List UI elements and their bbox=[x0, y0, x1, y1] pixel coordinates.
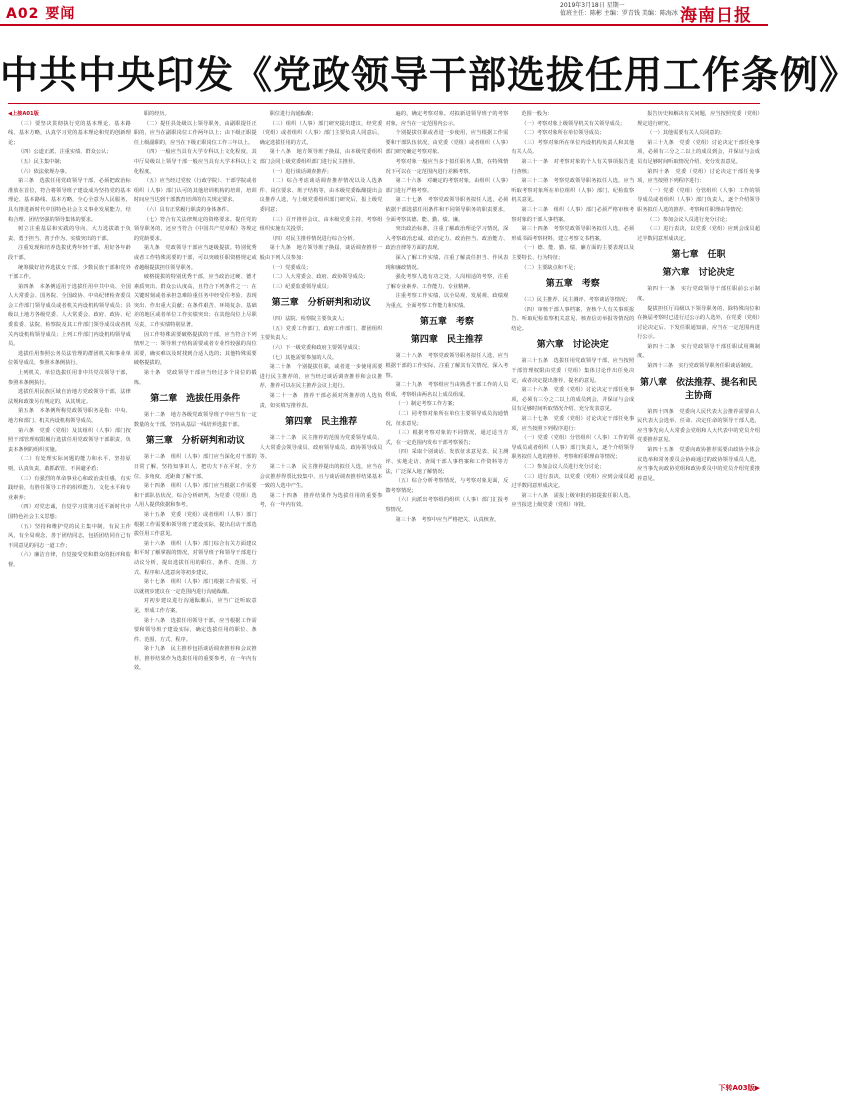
paragraph: 第十八条 地方领导班子换届，由本级党委组织部门会同上级党委组织部门进行民主推荐。 bbox=[259, 149, 383, 165]
paragraph: （四）采取个别谈话、发放征求意见表、民主测评、实地走访、查阅干部人事档案和工作资料等方法，广泛深入地了解情况； bbox=[385, 449, 509, 475]
paragraph: （二）有处理实际问题的能力和水平，坚持原则，认真负责，敢抓敢管，不回避矛盾； bbox=[8, 456, 131, 472]
paragraph: 第三十二条 考察党政领导职务拟任人选，应当听取考察对象所在单位组织（人事）部门、纪检监察机关意见。 bbox=[511, 178, 635, 204]
page-number: A02 bbox=[6, 6, 40, 22]
paragraph: 第三十九条 党委（党组）讨论决定干部任免事项，必须有三分之二以上的成员到会，并保证与会成员有足够时间听取情况介绍、充分发表意见。 bbox=[637, 139, 760, 165]
header-meta bbox=[560, 2, 678, 18]
paragraph: 第十三条 组织（人事）部门应当深化对干部的日常了解，坚持知事识人，把功夫下在平时，全方位、多角度、近距离了解干部。 bbox=[133, 454, 257, 480]
article-body bbox=[8, 110, 760, 1080]
paragraph: 第三十六条 党委（党组）讨论决定干部任免事项，必须有三分之二以上的成员到会，并保证与会成员有足够时间听取情况介绍、充分发表意见。 bbox=[511, 387, 635, 413]
paragraph: 上列机关、单位选拔任用非中共党员领导干部，参照本条例执行。 bbox=[8, 370, 131, 386]
paragraph: 第三十八条 需报上级审批的拟提拔任职人选，应当报送上级党委（党组）审批。 bbox=[511, 492, 635, 509]
paragraph: 第十九条 民主推荐包括谈话调查推荐和会议推荐，推荐结果作为选拔任用的重要参考，在一年内有效。 bbox=[133, 646, 257, 672]
paragraph: 深入了解工作实绩，注重了解责任担当、作风表现和廉政情况。 bbox=[385, 254, 509, 271]
paragraph: 第二十四条 推荐结果作为选拔任用的重要参考，在一年内有效。 bbox=[259, 492, 383, 509]
paragraph: 因工作特殊需要破格提拔的干部，应当符合下列情形之一：领导班子结构需要或者专业性较强的岗位需要，确实难以及时找到合适人选的；其他特殊需要破格提拔的。 bbox=[133, 331, 257, 367]
paragraph: 第十五条 党委（党组）或者组织（人事）部门根据工作需要和领导班子建设实际，提出启动干部选拔任用工作意见。 bbox=[133, 511, 257, 538]
paragraph: 第二十九条 考察组应当由熟悉干部工作的人员组成，考察组由两名以上成员组成。 bbox=[385, 382, 509, 398]
paragraph: （四）对党忠诚，自觉学习贯彻习近平新时代中国特色社会主义思想； bbox=[8, 504, 131, 520]
paragraph: 第十四条 组织（人事）部门应当根据工作需要和干部队伍状况，综合分析研判，为党委（党组）选人用人提供依据和参考。 bbox=[133, 483, 257, 509]
paragraph: 选拔任用民族区域自治地方党政领导干部，法律法规和政策另有规定的，从其规定。 bbox=[8, 389, 131, 405]
paragraph: 第十八条 选拔任用领导干部，应当根据工作需要和领导班子建设实际，确定选拔任用的职位、条件、范围、方式、程序。 bbox=[133, 617, 257, 643]
paragraph: 注重考察工作实绩，以全局观、发展观、政绩观为重点，全面考察工作能力和实绩。 bbox=[385, 293, 509, 309]
paragraph: （六）具有正常履行职责的身体条件。 bbox=[143, 206, 233, 213]
paragraph: （二）人大常委会、政府、政协领导成员； bbox=[269, 274, 369, 281]
paragraph: 突出政治标准，注重了解政治理论学习情况，深入考察政治忠诚、政治定力、政治担当、政治能力、政治自律等方面的表现。 bbox=[385, 226, 509, 252]
paragraph: 第四十二条 实行党政领导干部任职试用期制度。 bbox=[637, 343, 760, 360]
paragraph: （六）依法依规办事。 bbox=[18, 168, 70, 175]
paragraph: （二）提任县处级以上领导职务，由副职提任正职的，应当在副职岗位工作两年以上；由下级正职提任上级副职的，应当在下级正职岗位工作三年以上。 bbox=[133, 120, 257, 146]
paragraph: （一）考察对象上级领导机关有关领导成员； bbox=[521, 120, 626, 127]
chapter-heading: 第六章 讨论决定 bbox=[536, 340, 609, 351]
paragraph: 第三十一条 对考察对象的个人有关事项报告进行查核； bbox=[511, 158, 635, 175]
chapter-heading: 第三章 分析研判和动议 bbox=[271, 298, 371, 309]
paragraph: （六）廉洁自律，自觉接受党和群众的批评和监督。 bbox=[8, 552, 131, 568]
paragraph: （四）公道正派、注重实绩、群众公认； bbox=[18, 149, 112, 156]
paragraph: 强化考察人选有功之处、人岗相适的考察，注重了解专业素养、工作能力、专业精神。 bbox=[385, 274, 509, 290]
paragraph: （一）党委（党组）分管组织（人事）工作的领导成员或者组织（人事）部门负责人，逐个介绍领导职务拟任人选的推荐、考察和任职理由等情况； bbox=[637, 187, 760, 213]
paragraph: （四）审核干部人事档案、查核个人有关事项报告、听取纪检监察机关意见、核查信访举报等情况的结论。 bbox=[511, 306, 635, 332]
paragraph: （四）法院、检察院主要负责人； bbox=[269, 316, 348, 323]
paragraph: （一）进行谈话调查推荐； bbox=[269, 168, 332, 175]
paragraph: （六）向派出考察组的组织（人事）部门汇报考察情况。 bbox=[385, 497, 509, 513]
chapter-heading: 第四章 民主推荐 bbox=[285, 417, 358, 428]
paragraph: 第二十六条 对确定的考察对象，由组织（人事）部门进行严格考察。 bbox=[385, 178, 509, 194]
paragraph: （三）召开推荐会议，由本级党委主持，考察组组织实施有关投票； bbox=[259, 216, 383, 233]
paragraph: 对初步建议进行沟通酝酿后，应当广泛听取意见，形成工作方案。 bbox=[133, 598, 257, 614]
paragraph: （二）考察对象所在单位领导成员； bbox=[521, 130, 605, 137]
column-3 bbox=[260, 110, 383, 1080]
paragraph: （二）主要缺点和不足； bbox=[521, 264, 579, 271]
paragraph: 第三十五条 选拔任用党政领导干部，应当按照干部管理权限由党委（党组）集体讨论作出任免决定，或者决定提出推荐、提名的意见。 bbox=[511, 358, 635, 384]
paragraph: 第四十五条 党委向政协推荐需要由政协全体会议选举和常务委员会协商通过的政协领导成员人选，应当事先向政协党组和政协委员中的党员介绍党委推荐意见。 bbox=[637, 447, 760, 482]
headline: 中共中央印发《党政领导干部选拔任用工作条例》 bbox=[0, 52, 858, 97]
paragraph: （一）德、能、勤、绩、廉方面的主要表现以及主要特长、行为特征； bbox=[511, 245, 635, 261]
paragraph: 范围一般为： bbox=[521, 111, 553, 117]
paragraph: （五）党委工作部门、政府工作部门、群团组织主要负责人； bbox=[259, 325, 383, 342]
paragraph: 第四十四条 党委向人民代表大会推荐需要由人民代表大会选举、任命、决定任命的领导干部人选，应当事先向人大常委会党组和人大代表中的党员介绍党委推荐意见。 bbox=[637, 408, 760, 444]
paragraph: （三）进行表决，以党委（党组）应到会成员超过半数同意形成决定。 bbox=[637, 226, 760, 242]
paragraph: 第二十一条 推荐干部必须对所推荐的人选负责，如实填写推荐表。 bbox=[259, 393, 383, 409]
date-line: 2019年3月18日 星期一 bbox=[560, 2, 625, 9]
paragraph: （七）其他需要参加的人员。 bbox=[269, 354, 338, 361]
paragraph: 第二十三条 民主推荐提出的拟任人选，应当在会议推荐得票比较集中、且与谈话调查推荐结果基本一致的人选中产生。 bbox=[259, 464, 383, 490]
paragraph: 第四十一条 实行党政领导干部任职前公示制度。 bbox=[637, 286, 760, 302]
paragraph: 第六条 党委（党组）及其组织（人事）部门按照干部管理权限履行选拔任用党政领导干部职责，负责本条例的组织实施。 bbox=[8, 427, 131, 453]
continued-to: 下转A03版▶ bbox=[718, 1084, 760, 1092]
paragraph: 报告历史和解决有关问题，应当按照党委（党组）规定进行研究。 bbox=[637, 111, 760, 127]
paragraph: 第二十二条 民主推荐的范围为党委领导成员、人大常委会领导成员、政府领导成员、政协领导成员等。 bbox=[259, 435, 383, 461]
paragraph: （三）进行表决，以党委（党组）应到会成员超过半数同意形成决定。 bbox=[511, 473, 635, 490]
paragraph: 注重发现和培养选拔优秀年轻干部，用好各年龄段干部。 bbox=[8, 245, 131, 261]
paragraph: （一）党委成员； bbox=[269, 264, 312, 271]
column-2 bbox=[134, 110, 257, 1080]
paragraph: （二）综合考虑谈话调查推荐情况以及人选条件、岗位要求、班子结构等，由本级党委酝酿提出会议推荐人选，与上级党委组织部门研究后，报上级党委同意； bbox=[259, 178, 383, 213]
paragraph: （二）参加会议人员进行充分讨论； bbox=[521, 464, 605, 470]
paragraph: 遍的，确定考察对象。对拟新进领导班子的考察对象，应当在一定范围内公示。 bbox=[385, 111, 509, 127]
paragraph: 第三条 选拔任用党政领导干部，必须把政治标准放在首位，符合将领导班子建设成为坚持党的基本理论、基本路线、基本方略，全心全意为人民服务，具有推进新时代中国特色社会主义事业发展能力，结构合理、团结坚强的领导集体的要求。 bbox=[8, 178, 131, 223]
column-1 bbox=[8, 110, 131, 1080]
paragraph: （一）制定考察工作方案； bbox=[395, 401, 458, 408]
paragraph: 破格提拔的特别优秀干部，应当政治过硬、德才素质突出、群众公认度高，且符合下列条件之一：在关键时刻或者承担急难险重任务中经受住考验、表现突出、作出重大贡献；在条件艰苦、环境复杂、基础差的地区或者单位工作实绩突出；在其他岗位上尽职尽责，工作实绩特别显著。 bbox=[133, 274, 257, 329]
paragraph: 第十条 党政领导干部应当经过多个岗位的锻炼。 bbox=[133, 370, 257, 386]
paragraph: 第五条 本条例所称党政领导职务是指：中央、地方和部门、机关内设机构领导成员。 bbox=[8, 408, 131, 424]
paragraph: 第二十七条 考察党政领导职务拟任人选，必须依据干部选拔任用条件和不同领导职务的职责要求，全面考察其德、能、勤、绩、廉。 bbox=[385, 197, 509, 223]
paragraph: （三）民主推荐、民主测评、考察谈话等情况； bbox=[521, 297, 631, 304]
paragraph: （四）对民主推荐情况进行综合分析。 bbox=[269, 235, 358, 242]
paragraph: 职的经历。 bbox=[143, 111, 170, 117]
paragraph: （五）应当经过党校（行政学院）、干部学院或者组织（人事）部门认可的其他培训机构的培训，培训时间应当达到干部教育培训的有关规定要求。 bbox=[133, 178, 257, 204]
paragraph: （二）同考察对象所在单位主要领导成员沟通情况，征求意见； bbox=[385, 411, 509, 427]
paragraph: （三）有强烈的革命事业心和政治责任感，有实践经验，有胜任领导工作的组织能力、文化水平和专业素养； bbox=[8, 475, 131, 501]
paragraph: （五）综合分析考察情况，与考察对象见面，反馈考察情况； bbox=[385, 478, 509, 494]
headline-divider bbox=[8, 103, 760, 104]
chapter-heading: 第六章 讨论决定 bbox=[662, 268, 735, 279]
paragraph: 树立注重基层和实践的导向，大力选拔敢于负责、勇于担当、善于作为、实绩突出的干部。 bbox=[8, 226, 131, 242]
paragraph: 提拔担任厅局级以下领导职务的，除特殊岗位和在换届考察时已进行过公示的人选外，在党委（党组）讨论决定后、下发任职通知前，应当在一定范围内进行公示。 bbox=[637, 305, 760, 341]
paragraph: （五）坚持和维护党的民主集中制，有民主作风，有全局观念，善于团结同志，包括团结同自己有不同意见的同志一道工作； bbox=[8, 523, 131, 549]
paragraph: （三）组织（人事）部门研究提出建议，经党委（党组）或者组织（人事）部门主要负责人同意后，确定选拔任用的方式。 bbox=[259, 120, 383, 146]
paragraph: 第十二条 地方各级党政领导班子中应当有一定数量的女干部，坚持从基层一线培养选拔干部。 bbox=[133, 412, 257, 428]
paragraph: （五）民主集中制； bbox=[18, 158, 65, 165]
paragraph: 个别提拔任职或者进一步使用，应当根据工作需要和干部队伍状况，由党委（党组）或者组织（人事）部门研究确定考察对象。 bbox=[385, 130, 509, 156]
paragraph: （三）要坚决贯彻执行党的基本理论、基本路线、基本方略，认真学习党的基本理论和党的创新理论； bbox=[8, 120, 131, 146]
paragraph: 第四十三条 实行党政领导职务任职谈话制度。 bbox=[647, 363, 757, 370]
paragraph: 统筹做好培养选拔女干部、少数民族干部和党外干部工作。 bbox=[8, 264, 131, 281]
paragraph: 第四条 本条例适用于选拔任用中共中央、全国人大常委会、国务院、全国政协、中央纪律检查委员会工作部门领导成员或者机关内设机构领导成员；县级以上地方各级党委、人大常委会、政府、政协、纪委监委、法院、检察院及其工作部门领导成员或者机关内设机构领导成员；上列工作部门内设机构领导成员。 bbox=[8, 283, 131, 348]
paragraph: （六）下一级党委和政府主要领导成员； bbox=[269, 345, 364, 352]
chapter-heading: 第二章 选拔任用条件 bbox=[150, 394, 241, 405]
paragraph: （三）根据考察对象的不同情况，通过适当方式，在一定范围内发布干部考察预告； bbox=[385, 430, 509, 446]
paragraph: 第三十条 考察中应当严格把关，认真核查。 bbox=[395, 516, 500, 523]
chapter-heading: 第五章 考察 bbox=[419, 317, 474, 328]
paragraph: 考察对象一般应当多于拟任职务人数，在特殊情况下可以在一定范围内进行差额考察。 bbox=[385, 158, 509, 175]
column-4 bbox=[385, 110, 508, 1080]
paragraph: （四）一般应当具有大学专科以上文化程度，其中厅局级以上领导干部一般应当具有大学本科以上文化程度。 bbox=[133, 149, 257, 175]
paragraph: 第二十条 个别提拔任职，或者进一步使用需要进行民主推荐的，应当经过谈话调查推荐和会议推荐，推荐可以在民主推荐会议上进行。 bbox=[259, 364, 383, 390]
section-label bbox=[6, 3, 75, 23]
paragraph: （一）党委（党组）分管组织（人事）工作的领导成员或者组织（人事）部门负责人，逐个介绍领导职务拟任人选的推荐、考察和任职理由等情况； bbox=[511, 435, 635, 461]
paragraph: 第三十三条 组织（人事）部门必须严格审核考察对象的干部人事档案。 bbox=[511, 206, 635, 223]
paragraph: 第十七条 组织（人事）部门根据工作需要，可以就初步建议在一定范围内进行沟通酝酿。 bbox=[133, 579, 257, 595]
paragraph: 第三十四条 考察党政领导职务拟任人选，必须形成书面考察材料，建立考察文书档案。 bbox=[511, 226, 635, 242]
section-name: 要闻 bbox=[45, 6, 76, 22]
page-header bbox=[0, 0, 768, 26]
paragraph: 职位进行沟通酝酿； bbox=[269, 111, 317, 117]
chapter-heading: 第八章 依法推荐、提名和民主协商 bbox=[640, 377, 758, 401]
paragraph: 第二十八条 考察党政领导职务拟任人选，应当根据干部的工作实际，注重了解其有关情况，深入考察。 bbox=[385, 353, 509, 379]
paragraph: 第三十七条 党委（党组）讨论决定干部任免事项，应当按照下列程序进行： bbox=[511, 416, 635, 432]
continued-from: ◀上接A01版 bbox=[8, 111, 39, 117]
paragraph: （一）其他需要有关人员同意的； bbox=[647, 130, 725, 137]
chapter-heading: 第七章 任职 bbox=[671, 250, 726, 261]
chapter-heading: 第三章 分析研判和动议 bbox=[145, 436, 245, 447]
paragraph: 选拔任用参照公务员法管理的群团机关和事业单位领导成员，参照本条例执行。 bbox=[8, 350, 131, 367]
chapter-heading: 第四章 民主推荐 bbox=[410, 335, 483, 346]
paragraph: （七）符合有关法律规定的资格要求。提任党的领导职务的，还应当符合《中国共产党章程》等规定的党龄要求。 bbox=[133, 216, 257, 242]
newspaper-logo: 海南日报 bbox=[680, 6, 752, 26]
column-6 bbox=[637, 110, 760, 1080]
paragraph: 第九条 党政领导干部应当逐级提拔。特别优秀或者工作特殊需要的干部，可以突破任职资格规定或者越级提拔担任领导职务。 bbox=[133, 245, 257, 271]
paragraph: 第十六条 组织（人事）部门综合有关方面建议和平时了解掌握的情况，对领导班子和领导干部进行动议分析，提出选拔任用的职位、条件、范围、方式、程序和人选意向等初步建议。 bbox=[133, 540, 257, 576]
paragraph: 第十九条 地方领导班子换届，谈话调查推荐一般由下列人员参加： bbox=[259, 245, 383, 261]
paragraph: 第四十条 党委（党组）讨论决定干部任免事项，应当按照下列程序进行： bbox=[637, 168, 760, 185]
editors-line: 值班主任：陈彬 主编：罗青钱 美编：陈海冰 bbox=[560, 10, 678, 17]
column-5 bbox=[511, 110, 634, 1080]
paragraph: （三）考察对象所在单位内设机构负责人和其他有关人员。 bbox=[511, 139, 635, 156]
paragraph: （二）参加会议人员进行充分讨论； bbox=[647, 216, 731, 223]
chapter-heading: 第五章 考察 bbox=[545, 279, 600, 290]
paragraph: （三）纪委监委领导成员； bbox=[269, 283, 332, 290]
